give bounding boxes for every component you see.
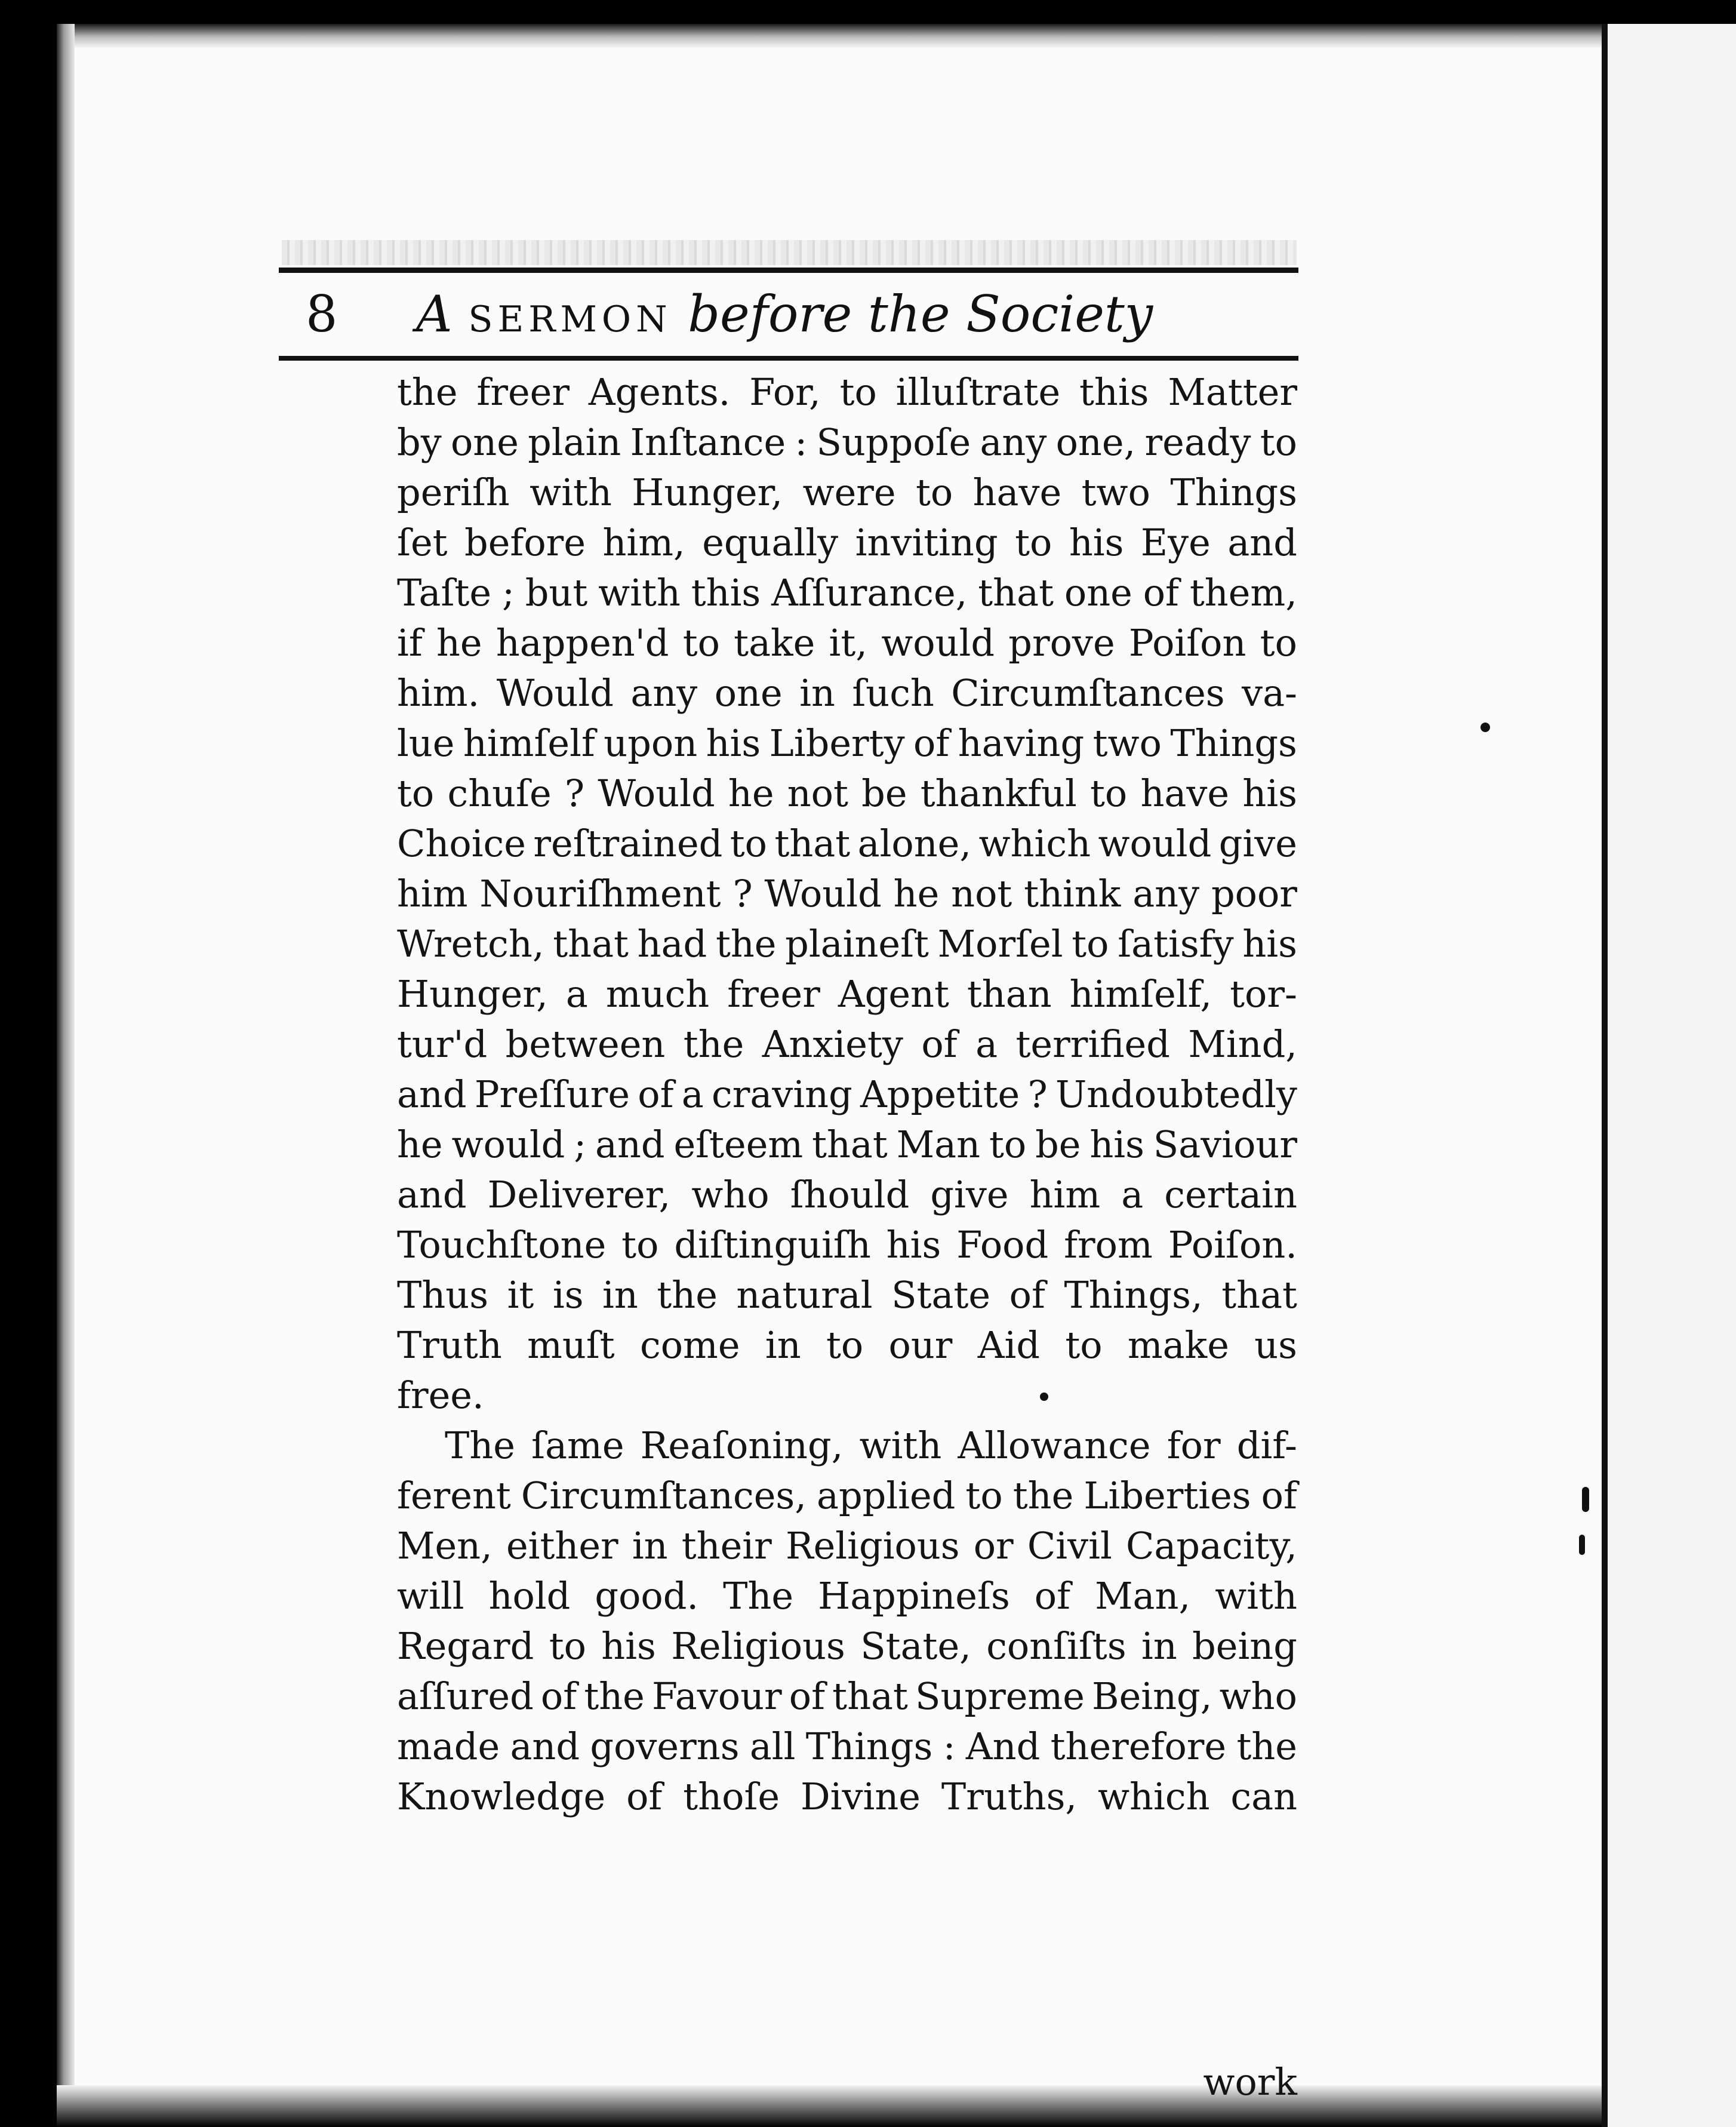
text-word: any [1132, 872, 1200, 915]
text-word: muſt [527, 1323, 615, 1367]
text-word: in [799, 671, 835, 715]
text-line [397, 568, 1297, 618]
text-word: the [715, 922, 777, 966]
text-word: our [888, 1323, 953, 1367]
text-word: aſſured [397, 1674, 534, 1718]
text-word: would [451, 1123, 565, 1166]
text-word: Capacity, [1125, 1524, 1297, 1567]
text-line [397, 1571, 1297, 1621]
page-bottom-edge [57, 2085, 1736, 2127]
text-word: The [445, 1424, 515, 1467]
book-page [57, 24, 1736, 2127]
text-word: Hunger, [397, 972, 548, 1016]
text-word: much [605, 972, 710, 1016]
text-word: equally [702, 521, 839, 564]
text-word: but [525, 571, 588, 614]
text-line [397, 1421, 1297, 1471]
text-word: ferent [397, 1474, 511, 1517]
text-word: his [1069, 521, 1124, 564]
text-word: and [397, 1173, 467, 1216]
text-word: have [1140, 772, 1230, 815]
text-word: him, [602, 521, 685, 564]
text-word: Choice [397, 822, 526, 865]
text-word: ſame [531, 1424, 624, 1467]
text-word: Things [1170, 721, 1297, 765]
text-word: that [774, 822, 851, 865]
text-word: that [978, 571, 1054, 614]
text-word: Would [598, 772, 715, 815]
text-word: Would [764, 872, 882, 915]
text-word: any [980, 420, 1047, 464]
text-word: either [506, 1524, 618, 1567]
bleed-through-band [282, 240, 1297, 265]
text-word: by [397, 420, 442, 464]
text-line [397, 1471, 1297, 1521]
text-word: to [1065, 1323, 1103, 1367]
text-line [397, 1019, 1297, 1069]
text-word: of [540, 1674, 577, 1718]
text-line [397, 1170, 1297, 1220]
text-word: Things [805, 1725, 933, 1768]
text-word: illuſtrate [895, 370, 1061, 414]
text-line [397, 1320, 1297, 1370]
text-word: of [1009, 1273, 1045, 1317]
text-word: give [1218, 822, 1297, 865]
text-word: Undoubtedly [1055, 1072, 1297, 1116]
ink-speck [1579, 1535, 1585, 1555]
ink-speck [1040, 1393, 1048, 1401]
text-word: to [1260, 420, 1297, 464]
text-word: freer [476, 370, 570, 414]
text-word: to [1090, 772, 1128, 815]
text-word: with [530, 471, 612, 514]
text-word: Preſſure [474, 1072, 630, 1116]
text-word: chuſe [447, 772, 552, 815]
text-word: Reaſoning, [640, 1424, 844, 1467]
text-line [397, 1772, 1297, 1822]
text-word: natural [736, 1273, 873, 1317]
text-word: : [943, 1725, 956, 1768]
text-word: thoſe [683, 1775, 780, 1818]
text-word: having [958, 721, 1085, 765]
text-word: which [978, 822, 1091, 865]
text-word: lue [397, 721, 455, 765]
text-word: Regard [397, 1624, 534, 1668]
text-word: Wretch, [397, 922, 544, 966]
text-word: be [861, 772, 907, 815]
text-word: State [891, 1273, 991, 1317]
text-line [397, 1069, 1297, 1120]
text-word: Men, [397, 1524, 493, 1567]
text-word: a [565, 972, 588, 1016]
text-word: two [1092, 721, 1162, 765]
text-word: Things, [1064, 1273, 1203, 1317]
text-word: va- [1242, 671, 1297, 715]
text-word: Thus [397, 1273, 489, 1317]
text-line: free. [397, 1373, 484, 1417]
text-word: poor [1211, 872, 1297, 915]
text-word: a [975, 1022, 998, 1066]
text-word: inviting [855, 521, 998, 564]
text-word: that [553, 922, 629, 966]
text-word: Agent [838, 972, 949, 1016]
text-word: freer [727, 972, 820, 1016]
text-word: the [584, 1674, 645, 1718]
text-line [397, 1120, 1297, 1170]
text-word: Touchſtone [397, 1223, 607, 1267]
text-word: his [1089, 1123, 1144, 1166]
text-word: ſhould [790, 1173, 910, 1216]
text-word: Aid [977, 1323, 1041, 1367]
text-line [397, 367, 1297, 417]
text-word: upon [604, 721, 698, 765]
page-top-edge [57, 24, 1736, 48]
text-word: come [640, 1323, 740, 1367]
text-word: of [626, 1775, 663, 1818]
text-word: himſelf, [1069, 972, 1212, 1016]
text-word: he [436, 621, 482, 665]
text-word: craving [711, 1072, 852, 1116]
text-word: Anxiety [762, 1022, 903, 1066]
text-word: with [1215, 1574, 1297, 1618]
text-word: ready [1144, 420, 1251, 464]
text-word: would [1098, 822, 1212, 865]
text-word: ? [732, 872, 753, 915]
text-word: Poiſon. [1168, 1223, 1297, 1267]
text-word: to [682, 621, 720, 665]
text-word: which [1098, 1775, 1210, 1818]
text-word: happen'd [495, 621, 669, 665]
text-word: therefore [1050, 1725, 1227, 1768]
text-word: be [1035, 1123, 1081, 1166]
text-word: Eye [1140, 521, 1211, 564]
text-word: Allowance [958, 1424, 1151, 1467]
text-word: ſuch [852, 671, 934, 715]
text-word: Saviour [1153, 1123, 1297, 1166]
text-word: take [734, 621, 815, 665]
text-word: make [1127, 1323, 1229, 1367]
text-line [397, 417, 1297, 468]
text-word: Nouriſhment [479, 872, 721, 915]
text-word: that [832, 1674, 908, 1718]
text-word: to [989, 1123, 1027, 1166]
text-word: and [510, 1725, 580, 1768]
text-word: one [1064, 571, 1132, 614]
text-line [397, 869, 1297, 919]
text-word: plain [528, 420, 621, 464]
text-line [397, 1671, 1297, 1722]
text-word: Matter [1168, 370, 1297, 414]
text-word: had [637, 922, 707, 966]
text-word: Aſſurance, [771, 571, 968, 614]
header-rule-bottom [279, 356, 1298, 361]
text-word: ? [1027, 1072, 1048, 1116]
ink-speck [1480, 723, 1490, 732]
text-word: their [681, 1524, 772, 1567]
text-word: or [973, 1524, 1014, 1567]
text-word: for [1166, 1424, 1221, 1467]
text-line [397, 1621, 1297, 1671]
text-word: Truths, [941, 1775, 1078, 1818]
text-word: being [1192, 1624, 1297, 1668]
text-line [397, 1722, 1297, 1772]
text-word: is [552, 1273, 584, 1317]
text-word: to [915, 471, 953, 514]
text-word: Morſel [937, 922, 1063, 966]
text-word: diſtinguiſh [674, 1223, 871, 1267]
text-word: with [598, 571, 681, 614]
page-left-edge [57, 24, 75, 2127]
text-word: him. [397, 671, 480, 715]
text-word: Being, [1092, 1674, 1212, 1718]
text-word: can [1230, 1775, 1297, 1818]
text-word: a [1121, 1173, 1144, 1216]
text-word: tor- [1230, 972, 1297, 1016]
text-word: the [397, 370, 458, 414]
text-word: would [881, 621, 995, 665]
text-line [397, 518, 1297, 568]
book-gutter [1602, 24, 1608, 2127]
text-word: Hunger, [632, 471, 783, 514]
text-word: hold [488, 1574, 571, 1618]
text-word: tur'd [397, 1022, 488, 1066]
text-word: Divine [800, 1775, 921, 1818]
text-word: to [839, 370, 877, 414]
text-word: them, [1189, 571, 1297, 614]
text-word: plaineſt [785, 922, 929, 966]
text-word: to [1072, 922, 1109, 966]
text-word: Liberties [1084, 1474, 1251, 1517]
text-word: not [951, 872, 1012, 915]
text-word: For, [749, 370, 821, 414]
text-word: good. [595, 1574, 699, 1618]
text-word: governs [590, 1725, 740, 1768]
text-word: to [621, 1223, 659, 1267]
text-word: eſteem [673, 1123, 804, 1166]
text-word: the [1012, 1474, 1074, 1517]
text-word: have [972, 471, 1062, 514]
text-word: the [683, 1022, 744, 1066]
text-word: him [397, 872, 468, 915]
text-line [397, 1270, 1297, 1320]
text-word: between [505, 1022, 666, 1066]
text-word: prove [1008, 621, 1115, 665]
text-word: of [1034, 1574, 1071, 1618]
text-word: with [859, 1424, 942, 1467]
text-word: himſelf [463, 721, 595, 765]
text-word: Man [896, 1123, 981, 1166]
text-word: he [397, 1123, 443, 1166]
text-line [397, 468, 1297, 518]
catchword: work [1203, 2060, 1297, 2104]
text-word: the [1236, 1725, 1297, 1768]
title-small-caps: SERMON [468, 299, 672, 340]
text-word: his [601, 1624, 656, 1668]
title-initial: A [416, 285, 453, 343]
text-word: it [507, 1273, 534, 1317]
text-word: in [765, 1323, 801, 1367]
text-word: of [913, 721, 950, 765]
text-word: ; [574, 1123, 587, 1166]
header-rule-top [279, 268, 1298, 273]
text-line [397, 718, 1297, 769]
text-word: certain [1164, 1173, 1297, 1216]
text-word: Mind, [1188, 1022, 1297, 1066]
text-word: this [691, 571, 761, 614]
text-word: and [595, 1123, 665, 1166]
text-word: if [397, 621, 423, 665]
text-word: Food [956, 1223, 1049, 1267]
text-word: The [723, 1574, 794, 1618]
text-word: Circumſtances, [521, 1474, 807, 1517]
text-word: who [1219, 1674, 1297, 1718]
text-word: this [1079, 370, 1149, 414]
page-number: 8 [306, 285, 338, 343]
sermon-text [397, 367, 1297, 2104]
text-word: Poiſon [1128, 621, 1246, 665]
text-line [397, 819, 1297, 869]
text-word: Would [496, 671, 614, 715]
text-word: Religious [671, 1624, 845, 1668]
text-line [397, 769, 1297, 819]
text-word: thankful [920, 772, 1077, 815]
text-word: to [549, 1624, 586, 1668]
text-word: made [397, 1725, 500, 1768]
text-word: ſet [397, 521, 448, 564]
text-line [397, 969, 1297, 1019]
text-word: to [965, 1474, 1003, 1517]
text-word: that [1221, 1273, 1297, 1317]
text-word: it, [829, 621, 867, 665]
text-word: of [1143, 571, 1179, 614]
text-word: alone, [857, 822, 972, 865]
text-word: terrified [1015, 1022, 1170, 1066]
text-word: in [1141, 1624, 1177, 1668]
text-word: in [602, 1273, 638, 1317]
text-word: Happineſs [818, 1574, 1010, 1618]
text-word: Truth [397, 1323, 502, 1367]
text-word: ? [564, 772, 585, 815]
text-word: applied [816, 1474, 956, 1517]
text-word: the [657, 1273, 718, 1317]
running-title [416, 285, 1153, 343]
text-word: two [1081, 471, 1150, 514]
text-word: Liberty [769, 721, 905, 765]
text-word: from [1064, 1223, 1153, 1267]
text-word: Favour [651, 1674, 782, 1718]
text-word: his [886, 1223, 941, 1267]
text-word: Appetite [860, 1072, 1020, 1116]
text-word: Taſte [397, 571, 492, 614]
text-word: Religious [785, 1524, 960, 1567]
text-lines [397, 367, 1297, 1822]
text-word: Suppoſe [816, 420, 971, 464]
text-word: Things [1170, 471, 1297, 514]
text-word: his [1242, 922, 1297, 966]
text-word: : [795, 420, 808, 464]
text-word: that [812, 1123, 888, 1166]
text-word: to [1260, 621, 1297, 665]
text-word: of [1261, 1474, 1297, 1517]
title-italic: before the Society [688, 285, 1153, 343]
text-word: give [930, 1173, 1009, 1216]
text-word: and [397, 1072, 467, 1116]
text-word: before [464, 521, 586, 564]
text-word: his [706, 721, 761, 765]
text-word: to [1015, 521, 1052, 564]
text-word: of [921, 1022, 958, 1066]
text-line [397, 618, 1297, 668]
text-word: not [787, 772, 848, 815]
text-word: of [638, 1072, 674, 1116]
text-word: than [967, 972, 1052, 1016]
text-word: dif- [1236, 1424, 1297, 1467]
text-word: And [965, 1725, 1041, 1768]
text-word: all [749, 1725, 796, 1768]
text-word: any [630, 671, 698, 715]
facing-page-edge [1608, 24, 1736, 2127]
text-word: us [1254, 1323, 1297, 1367]
text-word: ; [501, 571, 515, 614]
text-word: Agents. [588, 370, 731, 414]
text-word: Man, [1095, 1574, 1191, 1618]
text-word: to [397, 772, 435, 815]
text-word: he [893, 872, 940, 915]
text-word: of [789, 1674, 826, 1718]
text-word: think [1024, 872, 1121, 915]
text-word: conſiſts [986, 1624, 1126, 1668]
text-word: him [1029, 1173, 1101, 1216]
text-word: one [450, 420, 519, 464]
text-word: Circumſtances [951, 671, 1225, 715]
text-word: will [397, 1574, 464, 1618]
text-word: in [632, 1524, 668, 1567]
text-word: to [826, 1323, 864, 1367]
text-word: periſh [397, 471, 510, 514]
running-header [279, 273, 1298, 356]
text-word: one, [1055, 420, 1136, 464]
text-word: reſtrained [533, 822, 723, 865]
text-word: who [691, 1173, 769, 1216]
text-word: one [714, 671, 783, 715]
text-word: a [681, 1072, 704, 1116]
text-word: were [802, 471, 896, 514]
text-word: he [728, 772, 774, 815]
text-word: Civil [1027, 1524, 1112, 1567]
text-word: to [730, 822, 768, 865]
text-line [397, 1521, 1297, 1571]
text-word: Deliverer, [487, 1173, 671, 1216]
text-word: State, [860, 1624, 971, 1668]
text-line [397, 668, 1297, 718]
text-word: ſatisfy [1118, 922, 1234, 966]
text-line [397, 1220, 1297, 1270]
text-word: his [1242, 772, 1297, 815]
text-word: Knowledge [397, 1775, 606, 1818]
text-word: Supreme [915, 1674, 1085, 1718]
text-word: and [1227, 521, 1297, 564]
text-word: Inſtance [630, 420, 786, 464]
text-line [397, 919, 1297, 969]
ink-speck [1582, 1487, 1589, 1512]
